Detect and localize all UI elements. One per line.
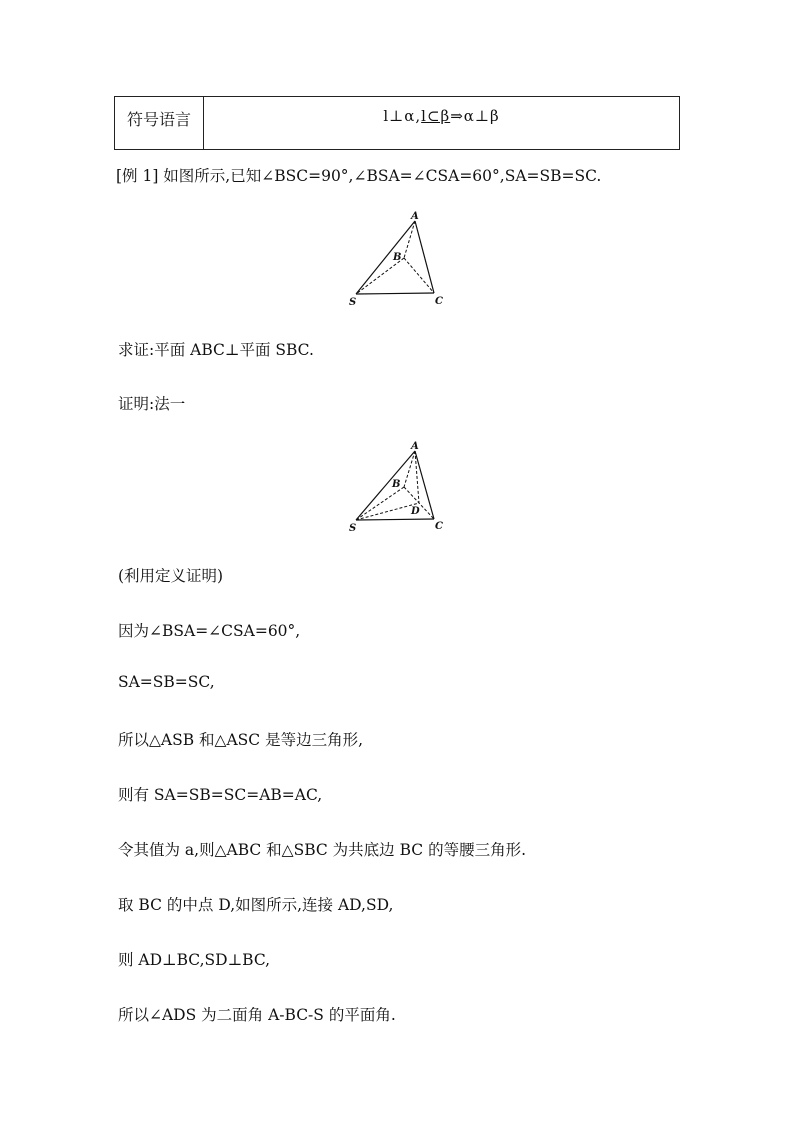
label-C: C	[435, 296, 443, 307]
proof-line-6: 令其值为 a,则△ABC 和△SBC 为共底边 BC 的等腰三角形.	[118, 841, 526, 859]
proof-line-2: 因为∠BSA=∠CSA=60°,	[118, 622, 301, 640]
figure-tetrahedron-1	[345, 208, 455, 308]
edge-SA	[356, 451, 415, 520]
label-C: C	[435, 521, 443, 532]
proof-line-3: SA=SB=SC,	[118, 673, 215, 691]
table-formula-cell	[204, 97, 679, 149]
proof-heading: 证明:法一	[118, 395, 186, 413]
proof-line-9: 所以∠ADS 为二面角 A-BC-S 的平面角.	[118, 1006, 396, 1024]
label-A: A	[411, 211, 419, 222]
formula-part-1: l⊥α,	[383, 107, 422, 125]
proof-line-5: 则有 SA=SB=SC=AB=AC,	[118, 786, 323, 804]
label-S: S	[349, 523, 357, 534]
label-S: S	[349, 297, 357, 308]
proof-line-8: 则 AD⊥BC,SD⊥BC,	[118, 951, 271, 969]
example-statement: [例 1] 如图所示,已知∠BSC=90°,∠BSA=∠CSA=60°,SA=SB=SC.	[116, 167, 602, 185]
proof-line-1: (利用定义证明)	[118, 567, 224, 585]
formula-part-3: ⇒α⊥β	[450, 107, 500, 125]
edge-SD-dashed	[356, 503, 419, 520]
label-A: A	[411, 441, 419, 452]
edge-SA	[356, 221, 415, 294]
formula-part-2: l⊂β	[421, 107, 451, 125]
edge-AB-dashed	[404, 451, 415, 487]
table-label: 符号语言	[126, 110, 191, 129]
label-D: D	[411, 506, 420, 517]
label-B: B	[392, 479, 401, 490]
edge-AB-dashed	[404, 221, 415, 258]
label-B: B	[393, 252, 402, 263]
edge-SC	[356, 293, 434, 294]
proof-line-4: 所以△ASB 和△ASC 是等边三角形,	[118, 731, 363, 749]
prove-statement: 求证:平面 ABC⊥平面 SBC.	[118, 341, 314, 359]
edge-SC	[356, 519, 434, 520]
table-label-cell	[115, 97, 204, 149]
figure-tetrahedron-2	[345, 438, 455, 538]
proof-line-7: 取 BC 的中点 D,如图所示,连接 AD,SD,	[118, 896, 394, 914]
symbol-language-table	[114, 96, 680, 150]
